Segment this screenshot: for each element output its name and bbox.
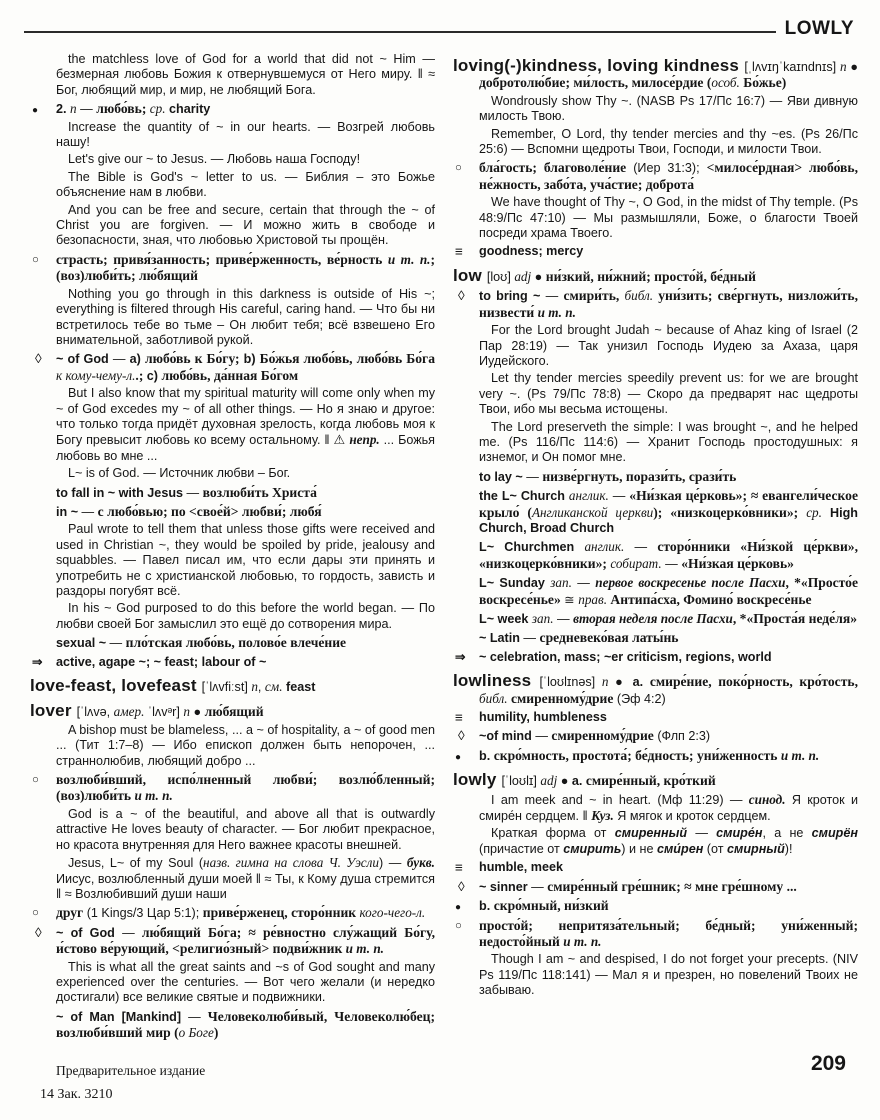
diamond-marker-icon: ◊ [35, 351, 42, 367]
idiom-low-latin [453, 630, 858, 646]
text-run: to bring ~ [479, 289, 541, 304]
text-run: средневеко́вая латы́нь [539, 630, 679, 646]
text-run: Иисус, возлюбленный души моей ‖ ≈ Ты, к Кому душа стремится ‖ ≈ Возлюбивший души наши [56, 871, 435, 901]
text-run: love-feast, lovefeast [30, 676, 202, 696]
diamond-marker-icon: ◊ [458, 878, 465, 894]
text-run: Бо́жье) [739, 75, 787, 91]
example [30, 287, 435, 349]
example [453, 371, 858, 417]
example [30, 170, 435, 201]
text-run: букв. [406, 855, 435, 871]
text-run: Куз. [591, 808, 614, 824]
text-run: — [624, 540, 658, 555]
text-run: I am meek and ~ in heart. (Мф 11:29) — [491, 792, 749, 807]
text-run: , *«Проста́я неде́ля» [732, 611, 857, 626]
text-run: ~ Latin [479, 631, 520, 646]
text-run: Антипа́сха, Фомино́ воскресе́нье [607, 591, 812, 607]
text-run: b. [479, 748, 494, 763]
text-run: adj [514, 268, 532, 284]
text-run: ~ of God [56, 925, 115, 940]
text-run: пло́тская любо́вь, полово́е влече́ние [125, 635, 347, 651]
text-run: [ˈlʌvfiːst] [201, 680, 252, 695]
sense-b [453, 898, 858, 914]
equiv-marker-icon: ≡ [455, 860, 463, 876]
example [453, 952, 858, 998]
text-run: This is what all the great saints and ~s of God sought and many experienced over the centuries. — Вот чего желали (и нередко достигали) все великие святые и подвижники. [56, 959, 435, 1005]
text-run: ● [557, 774, 572, 789]
text-run: n [839, 59, 847, 74]
text-run: the matchless love of God for a world that did not ~ Him — безмерная любовь Божия к отвернувшемуся от Него миру. ‖ ≈ Бог, любящий мир, и мир, не любящий Бога. [56, 52, 435, 97]
text-run: о Боге [178, 1025, 214, 1041]
circle-marker-icon: ○ [455, 162, 462, 175]
text-run: кого-чего-л. [359, 905, 426, 921]
text-run: ср. [806, 504, 822, 520]
text-run: low [453, 265, 487, 285]
text-run: и т. п. [537, 304, 576, 320]
text-run: ~ of Man [Mankind] [56, 1009, 182, 1024]
text-run: loving(-)kindness, loving kindness [453, 56, 745, 75]
example [30, 466, 435, 481]
idiom-sexual-love [30, 635, 435, 651]
text-run: — [181, 1009, 208, 1024]
text-run: добротолю́бие; ми́лость, милосе́рдие ( [479, 75, 712, 91]
text-run: to fall in ~ with Jesus [56, 485, 184, 500]
text-run: n [251, 679, 258, 695]
text-run: <милосе́рдная> любо́вь, не́жность, забо́та, уча́стие; доброта́ [479, 160, 858, 192]
text-run: to lay ~ [479, 469, 523, 484]
text-run: — [114, 925, 142, 940]
text-run: lowliness [453, 671, 540, 691]
idiom-low-week [453, 611, 858, 627]
text-run: — [608, 489, 630, 504]
diamond-marker-icon: ◊ [458, 288, 465, 304]
text-run: feast [282, 680, 316, 695]
text-run: Я мягок и кроток сердцем. [613, 809, 771, 824]
entry-love-feast [30, 678, 435, 695]
text-run: приве́рженец, сторо́нник [202, 905, 360, 921]
text-run: — [571, 576, 596, 591]
text-run: синод. [748, 791, 786, 807]
text-run: смирить [563, 841, 622, 856]
idiom-lover-of-god [30, 925, 435, 958]
text-run: смиренному́дрие [507, 690, 614, 706]
text-run: — [540, 289, 564, 304]
text-run: ~ sinner [479, 879, 528, 894]
text-run: c) [146, 368, 162, 383]
idiom-in-love [30, 504, 435, 520]
equiv-marker-icon: ≡ [455, 244, 463, 260]
text-run: первое воскресенье после Пасхи [595, 575, 786, 591]
text-run: амер. [113, 704, 145, 720]
text-run: библ. [624, 288, 654, 304]
text-run: [ˌlʌvɪŋˈkaɪndnɪs] [744, 60, 840, 74]
text-run: «Ни́зкая це́рковь»; ≈ евангели́ческое крыло́ ( [479, 488, 858, 520]
text-run: , [257, 680, 265, 695]
text-run: ~of mind [479, 729, 532, 744]
example [30, 807, 435, 853]
text-run: The Lord preserveth the simple: I was brought ~, and he helped me. (Ps 116/Пс 114:6) — Хранит Господь простодушных: я изнемог, и Он помог мне. [479, 419, 858, 465]
text-run: (1 Kings/3 Цар 5:1); [83, 906, 203, 921]
text-run: a. [632, 675, 650, 690]
text-run: lowly [453, 770, 502, 790]
example [30, 203, 435, 249]
text-run: High Church, Broad Church [479, 505, 858, 535]
text-run: зап. [531, 611, 554, 626]
example [453, 195, 858, 241]
text-run: — [78, 504, 98, 519]
text-run: лю́бящий Бо́га; ≈ ре́вностно слу́жащий Бо́гу, и́стово ве́рующий, <религио́зный> подви́жник [56, 924, 436, 957]
text-run: — [183, 485, 203, 500]
text-run: см. [264, 679, 283, 695]
idiom-lowly-sinner [453, 879, 858, 895]
text-run: ● [608, 675, 633, 690]
text-run: смири́ть, [563, 288, 625, 304]
text-run: the L~ Church [479, 489, 569, 504]
text-run: — [76, 102, 97, 117]
equiv-marker-icon: ≡ [455, 710, 463, 726]
example [453, 127, 858, 158]
text-run: [ˈloʊlɪ] [501, 774, 541, 789]
text-run: бла́гость; благоволе́ние [479, 160, 627, 176]
text-run: — [531, 729, 552, 744]
text-run: Jesus, L~ of my Soul ( [68, 856, 204, 871]
text-run: — [661, 556, 682, 571]
text-run: смирён [811, 826, 858, 841]
text-columns [30, 50, 858, 1055]
example [30, 152, 435, 167]
text-run: in ~ [56, 504, 79, 519]
text-run: [ˈlʌvə, [76, 705, 114, 720]
text-run: к кому-чему-л. [56, 367, 136, 383]
synonyms [453, 244, 858, 259]
footer-edition-note: Предварительное издание [56, 1063, 206, 1078]
sense-2 [30, 101, 435, 117]
text-run: .; [135, 367, 147, 383]
bullet-marker-icon: ● [455, 902, 462, 914]
text-run: n [70, 101, 77, 117]
text-run: a) [129, 352, 145, 367]
text-run: n [601, 674, 609, 690]
text-run: In his ~ God purposed to do this before the world began. — По любви своей Бог замыслил это ещё до сотворения мира. [56, 601, 435, 631]
text-run: ● [189, 705, 205, 720]
text-run: A bishop must be blameless, ... a ~ of hospitality, a ~ of good men ... (Тит 1:7–8) — Ибо епископ должен быть непорочен, ... страннолюбив, любящий добро ... [56, 722, 435, 768]
arrow-marker-icon: ⇒ [455, 649, 466, 664]
header-rule [24, 31, 776, 33]
text-run: ~ celebration, mass; ~er criticism, regions, world [479, 649, 772, 664]
example [453, 420, 858, 466]
sense-translations [453, 918, 858, 951]
circle-marker-icon: ○ [32, 774, 39, 787]
text-run: God is a ~ of the beautiful, and above all that is outwardly attractive He loves beauty of character. — Бог любит прекрасное, но красота внутренняя для Него важнее красоты внешней. [56, 806, 435, 852]
text-run: ) [213, 1025, 219, 1041]
text-run: Бо́жья любо́вь, любо́вь Бо́га [259, 351, 436, 367]
idiom-lowliness-of-mind [453, 728, 858, 744]
text-run: ; [141, 101, 150, 117]
text-run: ни́зкий, ни́жний; просто́й, бе́дный [545, 268, 756, 284]
example [453, 792, 858, 825]
text-run: ● [846, 60, 858, 74]
text-run: goodness; mercy [479, 244, 584, 259]
usage-note [453, 826, 858, 857]
text-run: [loʊ] [486, 269, 515, 284]
idiom-to-bring-low [453, 288, 858, 321]
idiom-fall-in-love [30, 485, 435, 501]
text-run: (причастие от [479, 841, 564, 856]
text-run: Nothing you go through in this darkness is outside of His ~; everything is filtered through His careful, caring hand. — Что бы ни встретилось тебе во тьме – Он любит тебя; всё взвешено Его внимательной, заботливой рукой. [56, 286, 435, 347]
circle-marker-icon: ○ [32, 907, 39, 920]
text-run: Let's give our ~ to Jesus. — Любовь наша Господу! [68, 152, 361, 167]
example [30, 601, 435, 632]
text-run: и т. п. [387, 251, 431, 267]
text-run: лю́бящий [204, 704, 264, 720]
text-run: возлюби́ть Христа́ [202, 484, 317, 500]
text-run: L~ Sunday [479, 576, 551, 591]
text-run: любо́вь к Бо́гу; [144, 351, 244, 367]
cross-reference [453, 650, 858, 665]
text-run: active, agape ~; ~ feast; labour of ~ [56, 654, 267, 669]
text-run: lover [30, 701, 77, 721]
bullet-marker-icon: ● [32, 105, 39, 117]
text-run: , а не [762, 826, 812, 841]
text-run: зап. [550, 575, 572, 591]
text-run: и т. п. [780, 747, 820, 763]
text-run: Я кроток и смире́н сердцем. ‖ [479, 792, 858, 824]
text-run: ≅ [564, 592, 579, 607]
text-run: sexual ~ [56, 636, 107, 651]
entry-loving-kindness [453, 58, 858, 92]
text-run: charity [165, 102, 211, 117]
text-run: L~ week [479, 612, 532, 626]
idiom-low-sunday [453, 575, 858, 608]
idiom-lover-of-man [30, 1009, 435, 1042]
example [30, 960, 435, 1006]
sense-friend [30, 905, 435, 921]
text-run: любо́вь, да́нная Бо́гом [161, 367, 299, 383]
text-run: 2. [56, 102, 71, 117]
text-run: собират. [610, 555, 662, 571]
page-header [24, 8, 854, 38]
text-run: , *«Просто́е воскресе́нье» [479, 575, 858, 607]
text-run: низве́ргнуть, порази́ть, срази́ть [542, 468, 737, 484]
text-run: — [519, 631, 540, 646]
text-run: уни́зить; све́ргнуть, низложи́ть, низвести́ [479, 288, 858, 320]
text-run: ... Божья любовь во мне ... [56, 433, 435, 463]
example [30, 120, 435, 151]
text-run: — [553, 612, 574, 626]
text-run: скро́мный, ни́зкий [493, 898, 609, 914]
idiom-to-lay-low [453, 469, 858, 485]
text-run: — [527, 879, 548, 894]
text-run: ср. [149, 101, 166, 117]
text-run: L~ is of God. — Источник любви – Бог. [68, 466, 291, 481]
entry-lowliness [453, 673, 858, 707]
text-run: But I also know that my spiritual maturity will come only when my ~ of God excedes my ~ of all other things. — Но я знаю и другое: что только тогда придёт духовная зрелость, когда любовь моя к Богу превысит любовь ко всему остальному. ‖ [56, 386, 435, 448]
text-run: For the Lord brought Judah ~ because of Ahaz king of Israel (2 Пар 28:19) — Так унизил Господь Иудею за Ахаза, царя Иудейского. [479, 323, 858, 368]
text-run: a. [571, 774, 586, 789]
text-run: And you can be free and secure, certain that through the ~ of Christ you are forgiven. — И можно жить в свободе и безопасности, зная, что любовью Христовой ты прощён. [56, 202, 435, 248]
text-run: друг [56, 905, 84, 921]
text-run: сми́рен [656, 841, 704, 856]
text-run: скро́мность, простота́; бе́дность; уни́женность [493, 747, 781, 763]
text-run: «Ни́зкая це́рковь» [681, 555, 794, 571]
synonyms [453, 860, 858, 875]
text-run: )! [784, 841, 793, 856]
arrow-marker-icon: ⇒ [32, 654, 43, 669]
sense-translations [453, 160, 858, 193]
text-run: непр. [345, 432, 380, 448]
text-run: страсть; привя́занность; приве́рженность, ве́рность [56, 251, 388, 267]
example [453, 323, 858, 369]
text-run: Англиканской церкви [531, 504, 654, 520]
cross-reference [30, 655, 435, 670]
text-run: — [687, 826, 717, 841]
column-right [453, 50, 858, 1055]
synonyms [453, 710, 858, 725]
text-run: — [106, 636, 126, 651]
idiom-love-of-god [30, 351, 435, 384]
text-run: смирный [727, 841, 785, 856]
text-run: особ. [711, 75, 740, 91]
sense-translations [30, 772, 435, 805]
text-run: Wondrously show Thy ~. (NASB Ps 17/Пс 16:7) — Яви дивную милость Твою. [479, 93, 858, 124]
text-run: и т. п. [134, 788, 173, 804]
text-run: смиренный [614, 826, 688, 841]
text-run: любо́вь [96, 101, 142, 117]
text-run: смиренному́дрие [551, 728, 654, 744]
text-run: Let thy tender mercies speedily prevent us: for we are brought very ~. (Ps 79/Пс 78:8) — Скоро да предварят нас щедроты Твои, ибо мы весьма истощены. [479, 371, 858, 417]
text-run: We have thought of Thy ~, O God, in the midst of Thy temple. (Ps 48:9/Пс 47:10) — Мы размышляли, Боже, о благости Твоей посреди храма Твоего. [479, 195, 858, 241]
text-run: англик. [584, 539, 625, 555]
text-run: Paul wrote to tell them that unless those gifts were received and used in Christian ~, they would be spoiled by pride, jealousy and squabbles. — Павел писал им, что если дары эти принять и употребить не с христианской любовью, то гордость, зависть и раздоры погубят всё. [56, 522, 435, 598]
text-run: ); «низкоцерко́вники»; [653, 504, 807, 520]
idiom-low-churchmen [453, 539, 858, 572]
text-run: (от [703, 841, 727, 856]
text-run: b) [243, 352, 260, 367]
warning-triangle-icon: ⚠ [333, 432, 346, 448]
page-number: 209 [810, 1052, 846, 1075]
sense-b [453, 748, 858, 764]
diamond-marker-icon: ◊ [458, 728, 465, 744]
text-run: ) — [379, 856, 407, 871]
text-run: и т. п. [563, 933, 602, 949]
text-run: (Иер 31:3); [626, 161, 707, 176]
text-run: humble, meek [479, 860, 563, 875]
bullet-marker-icon: ● [455, 751, 462, 763]
circle-marker-icon: ○ [455, 919, 462, 932]
text-run: The Bible is God's ~ letter to us. — Библия – это Божье объяснение нам в любви. [56, 169, 435, 200]
example [30, 52, 435, 98]
example [453, 94, 858, 125]
text-run: и т. п. [345, 941, 384, 957]
text-run: b. [479, 899, 494, 914]
text-run: возлюби́вший, испо́лненный любви́; возлю́бленный; (воз)люби́ть [56, 772, 435, 804]
text-run: ~ of God [56, 352, 109, 367]
example [30, 522, 435, 599]
text-run: Человеколюби́вый, Человеколю́бец; возлюби́вший мир ( [56, 1008, 435, 1041]
text-run: ) и не [621, 841, 657, 856]
text-run: Remember, O Lord, thy tender mercies and thy ~es. (Ps 26/Пс 25:6) — Вспомни щедроты Твои, Господи, и милости Твои. [479, 126, 858, 157]
text-run: ; (воз)люби́ть; лю́бящий [56, 251, 435, 284]
text-run: вторая неделя после Пасхи [573, 611, 733, 626]
text-run: смире́нный гре́шник; ≈ мне гре́шному ... [547, 878, 797, 894]
entry-low [453, 265, 858, 285]
text-run: с любо́вью; по <свое́й> любви́; любя́ [97, 503, 322, 519]
text-run: просто́й; непритяза́тельный; бе́дный; уни́женный; недосто́йный [479, 917, 858, 949]
text-run: смире́н [716, 826, 763, 841]
text-run: Though I am ~ and despised, I do not forget your precepts. (NIV Ps 119/Пс 118:141) — Мал я и презрен, но повелений Твоих не забываю. [479, 952, 858, 998]
text-run: Краткая форма от [491, 826, 615, 841]
example [30, 723, 435, 769]
example [30, 855, 435, 902]
idiom-low-church [453, 488, 858, 536]
text-run: библ. [479, 690, 508, 706]
circle-marker-icon: ○ [32, 253, 39, 266]
entry-lover [30, 703, 435, 720]
text-run: Increase the quantity of ~ in our hearts. — Возгрей любовь нашу! [56, 119, 435, 150]
example [30, 386, 435, 464]
text-run: смире́ние, поко́рность, кро́тость, [649, 674, 858, 690]
text-run: англик. [568, 488, 609, 504]
text-run: (Эф 4:2) [613, 691, 666, 706]
text-run: n [183, 704, 190, 720]
text-run: смире́нный, кро́ткий [585, 773, 716, 789]
text-run: ● [531, 269, 546, 284]
text-run: humility, humbleness [479, 710, 607, 725]
text-run: сторо́нники «Ни́зкой це́ркви», «низкоцерко́вники»; [479, 539, 858, 571]
text-run: (Флп 2:3) [653, 729, 711, 744]
footer-print-code: 14 Зак. 3210 [40, 1087, 113, 1102]
running-head: LOWLY [784, 18, 854, 39]
text-run: L~ Churchmen [479, 540, 585, 555]
text-run: ˈlʌvᵊr] [144, 705, 184, 720]
column-left [30, 50, 435, 1055]
diamond-marker-icon: ◊ [35, 924, 42, 940]
entry-lowly [453, 772, 858, 789]
text-run: [ˈloʊlɪnəs] [539, 675, 602, 690]
text-run: adj [540, 773, 558, 789]
text-run: — [108, 352, 130, 367]
sense-translations [30, 252, 435, 285]
text-run: прав. [578, 591, 608, 607]
text-run: назв. гимна на слова Ч. Уэсли [203, 855, 380, 871]
text-run: — [522, 469, 543, 484]
